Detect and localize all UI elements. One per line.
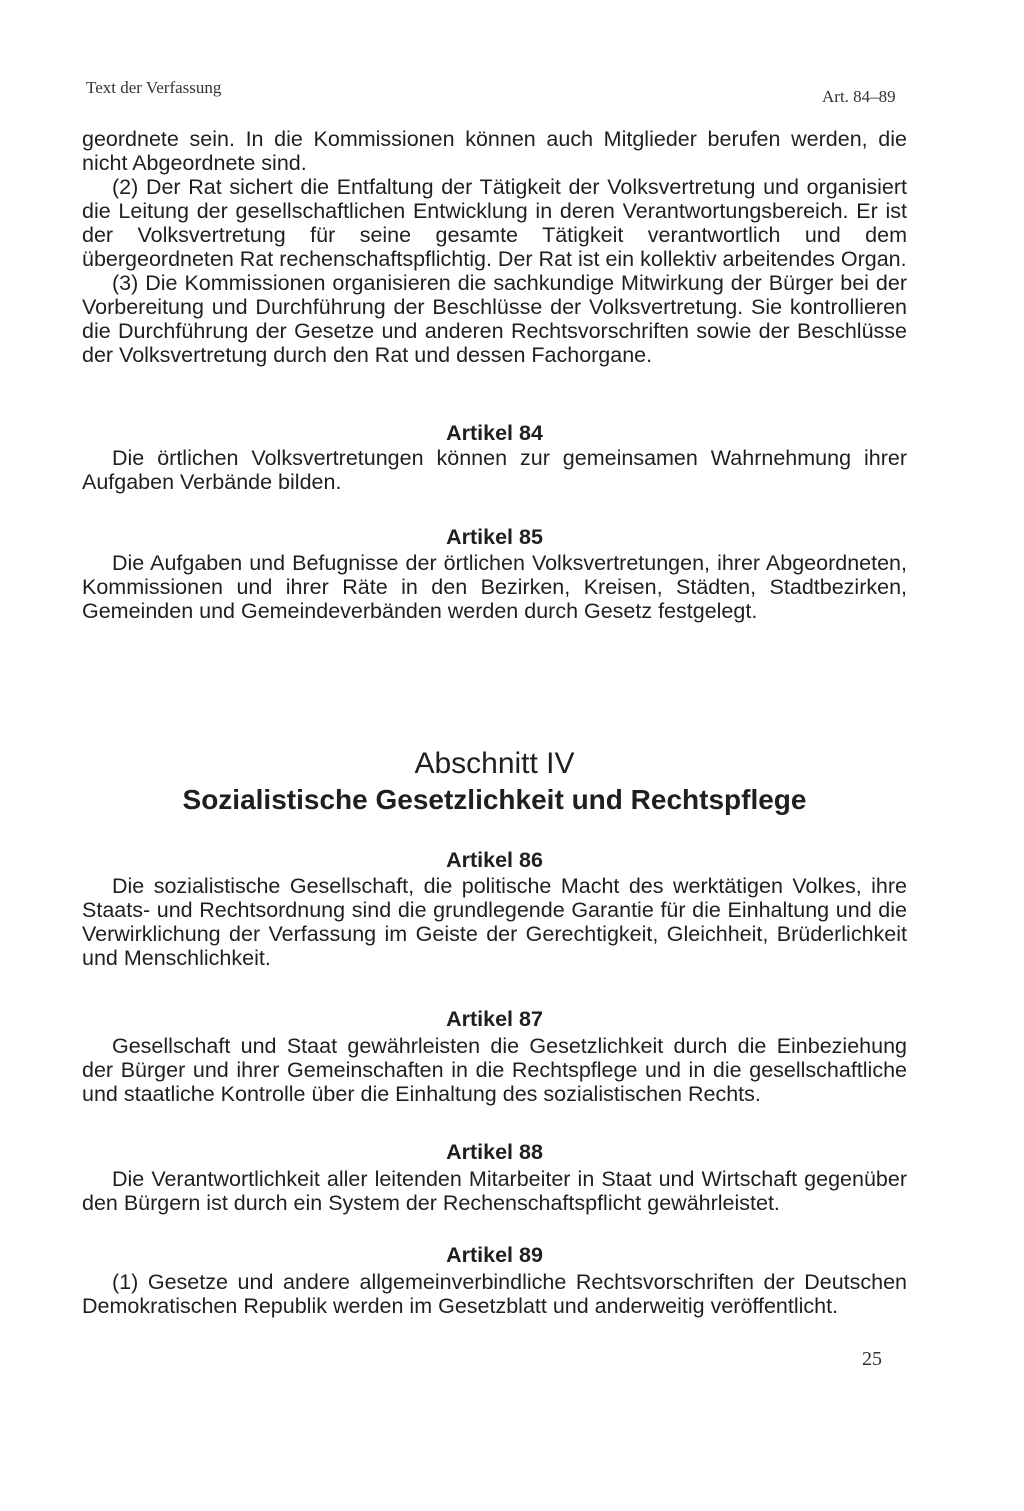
page-number: 25 — [862, 1348, 882, 1370]
article-89-heading: Artikel 89 — [446, 1243, 543, 1267]
section-subtitle: Sozialistische Gesetzlichkeit und Rechtspflege — [182, 784, 807, 815]
article-88-text: Die Verantwortlichkeit aller leitenden Mitarbeiter in Staat und Wirtschaft gegenüber den Bürgern ist durch ein System der Rechenschaftspflicht gewährleistet. — [82, 1167, 907, 1215]
paragraph-continuation: geordnete sein. In die Kommissionen können auch Mitglieder berufen werden, die nicht Abgeordnete sind. — [82, 127, 907, 175]
article-88-heading: Artikel 88 — [446, 1140, 543, 1164]
article-89-text: (1) Gesetze und andere allgemeinverbindliche Rechtsvorschriften der Deutschen Demokratischen Republik werden im Gesetzblatt und anderweitig veröffentlicht. — [82, 1270, 907, 1318]
intro-block — [82, 127, 907, 367]
article-85-heading: Artikel 85 — [446, 525, 543, 549]
article-85-text: Die Aufgaben und Befugnisse der örtlichen Volksvertretungen, ihrer Abgeordneten, Kommissionen und ihrer Räte in den Bezirken, Kreisen, Städten, Stadtbezirken, Gemeinden und Gemeindeverbänden werden durch Gesetz festgelegt. — [82, 551, 907, 623]
article-84-text: Die örtlichen Volksvertretungen können zur gemeinsamen Wahrnehmung ihrer Aufgaben Verbände bilden. — [82, 446, 907, 494]
running-head-right: Art. 84–89 — [822, 87, 896, 106]
running-head-left: Text der Verfassung — [86, 78, 222, 97]
article-87-text: Gesellschaft und Staat gewährleisten die Gesetzlichkeit durch die Einbeziehung der Bürger und ihrer Gemeinschaften in die Rechtspflege und in die gesellschaftliche und staatliche Kontrolle über die Einhaltung des sozialistischen Rechts. — [82, 1034, 907, 1106]
paragraph-2: (2) Der Rat sichert die Entfaltung der Tätigkeit der Volksvertretung und organisiert die Leitung der gesellschaftlichen Entwicklung in deren Verantwortungsbereich. Er ist der Volksvertretung für seine gesamte Tätigkeit verantwortlich und dem übergeordneten Rat rechenschaftspflichtig. Der Rat ist ein kollektiv arbeitendes Organ. — [82, 175, 907, 271]
paragraph-3: (3) Die Kommissionen organisieren die sachkundige Mitwirkung der Bürger bei der Vorbereitung und Durchführung der Beschlüsse der Volksvertretung. Sie kontrollieren die Durchführung der Gesetze und anderen Rechtsvorschriften sowie der Beschlüsse der Volksvertretung durch den Rat und dessen Fachorgane. — [82, 271, 907, 367]
article-84-heading: Artikel 84 — [446, 421, 543, 445]
section-title: Abschnitt IV — [414, 747, 575, 780]
article-87-heading: Artikel 87 — [446, 1007, 543, 1031]
article-86-heading: Artikel 86 — [446, 848, 543, 872]
article-86-text: Die sozialistische Gesellschaft, die politische Macht des werktätigen Volkes, ihre Staats- und Rechtsordnung sind die grundlegende Garantie für die Einhaltung und die Verwirklichung der Verfassung im Geiste der Gerechtigkeit, Gleichheit, Brüderlichkeit und Menschlichkeit. — [82, 874, 907, 970]
